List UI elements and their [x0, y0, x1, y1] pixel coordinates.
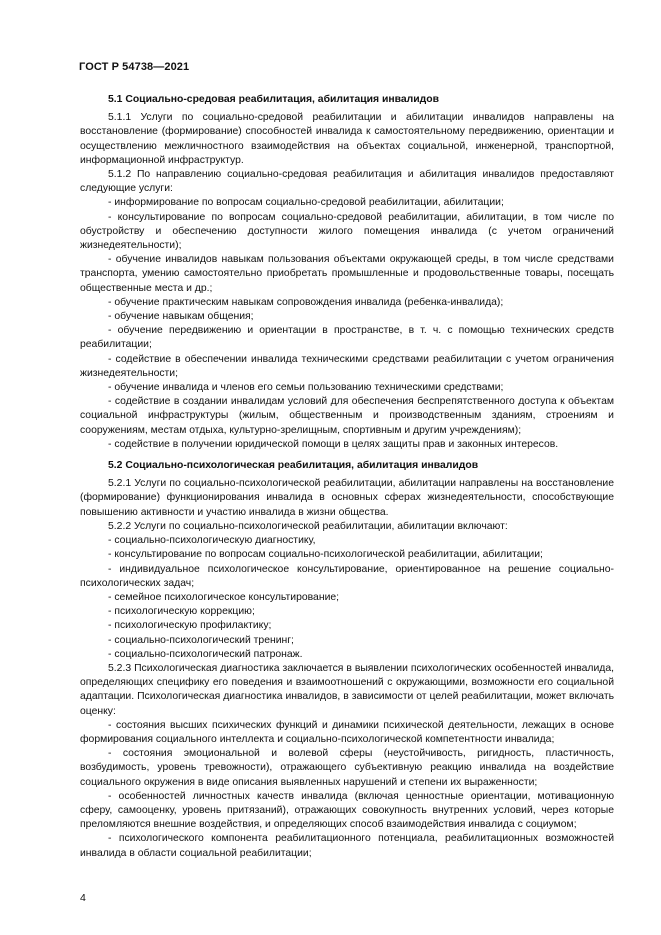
list-item: - состояния высших психических функций и динамики психической деятельности, лежащих в основе формирования социального интеллекта и социально-психологической компетентности инвалида;	[80, 719, 614, 745]
list-item: - содействие в получении юридической помощи в целях защиты прав и законных интересов.	[108, 438, 559, 450]
section-content	[80, 477, 614, 860]
list-item: - консультирование по вопросам социально-средовой реабилитации, абилитации, в том числе по обустройству и обеспечению доступности жилого помещения инвалида (с учетом ограничений жизнедеятельности);	[80, 211, 614, 252]
paragraph: 5.2.2 Услуги по социально-психологической реабилитации, абилитации включают:	[108, 520, 508, 532]
list-item: - информирование по вопросам социально-средовой реабилитации, абилитации;	[108, 197, 504, 209]
list-item: - социально-психологический тренинг;	[108, 634, 294, 646]
list-item: - индивидуальное психологическое консультирование, ориентированное на решение социально-психологических задач;	[80, 563, 614, 589]
paragraph: 5.2.1 Услуги по социально-психологической реабилитации, абилитации направлены на восстановление (формирование) функционирования инвалида в основных сферах жизнедеятельности, способствующие повышению активности и участию инвалида в жизни общества.	[80, 478, 614, 518]
page-body	[80, 93, 614, 861]
paragraph: 5.1.1 Услуги по социально-средовой реабилитации и абилитации инвалидов направлены на восстановление (формирование) способностей инвалида к самостоятельному передвижению, ориентации и осуществлению межличностного взаимодействия на объектах социальной, инженерной, транспортной, информационной инфраструктур.	[80, 112, 614, 166]
section-heading: 5.2 Социально-психологическая реабилитация, абилитация инвалидов	[108, 460, 479, 472]
list-item: - обучение передвижению и ориентации в пространстве, в т. ч. с помощью технических средств реабилитации;	[80, 325, 614, 351]
list-item: - обучение практическим навыкам сопровождения инвалида (ребенка-инвалида);	[108, 296, 504, 308]
list-item: - содействие в создании инвалидам условий для обеспечения беспрепятственного доступа к объектам социальной инфраструктуры (жилым, общественным и производственным зданиям, строениям и сооружениям, местам отдыха, культурно-зрелищным, спортивным и другим учреждениям);	[80, 396, 614, 436]
paragraph: 5.2.3 Психологическая диагностика заключается в выявлении психологических особенностей инвалида, определяющих специфику его поведения и взаимоотношений с окружающими, возможности его социальной адаптации. Психологическая диагностика инвалидов, в зависимости от целей реабилитации, может включать оценку:	[80, 662, 614, 717]
section-content	[80, 111, 614, 452]
list-item: - консультирование по вопросам социально-психологической реабилитации, абилитации;	[108, 549, 543, 561]
list-item: - обучение навыкам общения;	[108, 311, 254, 323]
list-item: - психологическую коррекцию;	[108, 606, 255, 618]
list-item: - особенностей личностных качеств инвалида (включая ценностные ориентации, мотивационную сферу, самооценку, уровень притязаний), отражающих совокупность внутренних условий, через которые преломляются внешние воздействия, и определяющих способ взаимодействия инвалида с социумом;	[80, 790, 614, 831]
list-item: - обучение инвалида и членов его семьи пользованию техническими средствами;	[108, 382, 504, 394]
list-item: - психологическую профилактику;	[108, 620, 272, 632]
paragraph: 5.1.2 По направлению социально-средовая реабилитация и абилитация инвалидов предоставляют следующие услуги:	[80, 169, 614, 195]
list-item: - социально-психологическую диагностику,	[108, 535, 316, 547]
standard-id: ГОСТ Р 54738—2021	[79, 61, 190, 73]
list-item: - состояния эмоциональной и волевой сферы (неустойчивость, ригидность, пластичность, возбудимость, уровень тревожности), отражающего субъективную реакцию инвалида на воздействие социального окружения в виде описания выявленных нарушений и степени их выраженности;	[80, 748, 614, 788]
list-item: - содействие в обеспечении инвалида техническими средствами реабилитации с учетом ограничения жизнедеятельности;	[80, 353, 614, 379]
list-item: - социально-психологический патронаж.	[108, 648, 303, 660]
list-item: - психологического компонента реабилитационного потенциала, реабилитационных возможностей инвалида в области социальной реабилитации;	[80, 833, 614, 859]
list-item: - обучение инвалидов навыкам пользования объектами окружающей среды, в том числе средствами транспорта, умению самостоятельно приобретать промышленные и продовольственные товары, посещать общественные места и др.;	[80, 254, 614, 294]
page-number: 4	[80, 892, 86, 904]
section-heading: 5.1 Социально-средовая реабилитация, абилитация инвалидов	[108, 94, 439, 105]
list-item: - семейное психологическое консультирование;	[108, 591, 340, 603]
